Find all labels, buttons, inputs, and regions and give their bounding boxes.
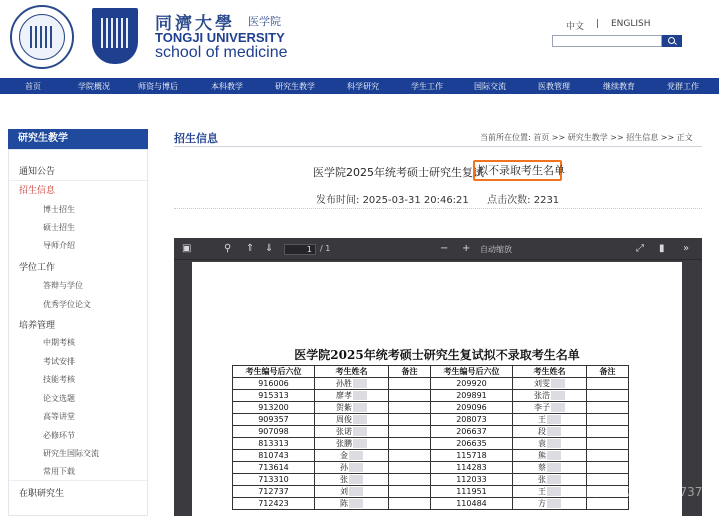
table-cell: 金 [315, 450, 389, 462]
nav-item-research[interactable]: 科学研究 [347, 81, 379, 91]
bookmark-icon[interactable]: ▮ [659, 243, 665, 254]
sidebar-item-degree[interactable]: 学位工作 [19, 263, 56, 273]
sidebar-heading: 研究生教学 [8, 129, 148, 149]
table-cell: 112033 [431, 474, 513, 486]
sidebar-toggle-icon[interactable]: ▣ [182, 243, 192, 254]
nav-item-student-affairs[interactable]: 学生工作 [411, 81, 443, 91]
watermark-mark: 书 [646, 451, 659, 465]
sidebar-subitem-supervisors[interactable]: 导师介绍 [43, 241, 75, 250]
university-seal-logo[interactable] [10, 5, 74, 69]
table-cell: 209891 [431, 390, 513, 402]
school-shield-logo[interactable] [92, 8, 138, 64]
nav-item-undergrad[interactable]: 本科教学 [211, 81, 243, 91]
sidebar-subitem-defense[interactable]: 答辩与学位 [43, 281, 83, 290]
table-cell [587, 438, 629, 450]
pdf-toolbar [174, 238, 702, 260]
nav-item-faculty[interactable]: 师资与博后 [138, 81, 178, 91]
table-cell: 712423 [233, 498, 315, 510]
brand-english-subname: school of medicine [155, 44, 288, 61]
sidebar-subitem-excellent-thesis[interactable]: 优秀学位论文 [43, 300, 91, 309]
table-cell [587, 462, 629, 474]
sidebar-item-in-service[interactable]: 在职研究生 [19, 489, 65, 499]
table-cell: 115718 [431, 450, 513, 462]
publish-label: 发布时间: [316, 195, 360, 206]
fullscreen-icon[interactable]: ⤢ [636, 243, 644, 254]
divider [9, 180, 147, 181]
column-header: 备注 [389, 366, 431, 378]
table-cell: 张 [315, 474, 389, 486]
pdf-viewer[interactable] [174, 238, 702, 516]
divider [9, 480, 147, 481]
table-cell [587, 402, 629, 414]
divider [174, 208, 702, 209]
brand-english-name: TONGJI UNIVERSITY [155, 30, 285, 45]
table-cell [389, 402, 431, 414]
table-cell [389, 414, 431, 426]
table-cell: 孙胜 [315, 378, 389, 390]
table-row [233, 390, 629, 402]
column-header: 考生编号后六位 [233, 366, 315, 378]
zoom-select[interactable]: 自动缩放 [480, 245, 512, 254]
table-cell [587, 378, 629, 390]
table-cell: 208073 [431, 414, 513, 426]
click-count: 2231 [533, 195, 560, 206]
more-tools-icon[interactable]: » [683, 243, 690, 254]
table-cell [587, 426, 629, 438]
table-cell: 206637 [431, 426, 513, 438]
zoom-out-icon[interactable]: − [440, 243, 449, 254]
table-cell [389, 450, 431, 462]
sidebar-menu [8, 149, 148, 516]
table-cell: 张诺 [315, 426, 389, 438]
article-title: 医学院2025年统考硕士研究生复试 [313, 166, 484, 179]
sidebar-subitem-thesis-topic[interactable]: 论文选题 [43, 394, 75, 403]
table-cell: 909357 [233, 414, 315, 426]
nav-item-graduate[interactable]: 研究生教学 [275, 81, 315, 91]
table-cell: 刘 [315, 486, 389, 498]
table-cell [389, 474, 431, 486]
table-cell: 111951 [431, 486, 513, 498]
table-header-row [233, 366, 629, 378]
table-cell: 段 [513, 426, 587, 438]
search-input[interactable] [552, 35, 662, 47]
table-cell: 陈 [315, 498, 389, 510]
page-number-input[interactable]: 1 [284, 244, 316, 255]
table-cell: 熊 [513, 450, 587, 462]
table-cell: 114283 [431, 462, 513, 474]
table-cell: 916006 [233, 378, 315, 390]
sidebar-item-training[interactable]: 培养管理 [19, 321, 56, 331]
breadcrumb: 当前所在位置: 首页 >> 研究生教学 >> 招生信息 >> 正文 [480, 133, 693, 142]
table-cell: 蔡 [513, 462, 587, 474]
table-row [233, 450, 629, 462]
table-cell: 李子 [513, 402, 587, 414]
table-cell: 方 [513, 498, 587, 510]
table-cell: 贺紫 [315, 402, 389, 414]
section-title: 招生信息 [174, 132, 218, 145]
table-cell: 813313 [233, 438, 315, 450]
sidebar-subitem-required[interactable]: 必修环节 [43, 431, 75, 440]
table-cell: 907098 [233, 426, 315, 438]
sidebar-subitem-intl-exchange[interactable]: 研究生国际交流 [43, 449, 99, 458]
table-cell: 209096 [431, 402, 513, 414]
table-cell: 张 [513, 474, 587, 486]
table-cell: 712737 [233, 486, 315, 498]
pdf-page [192, 262, 682, 516]
table-row [233, 402, 629, 414]
table-cell: 915313 [233, 390, 315, 402]
table-cell: 913200 [233, 402, 315, 414]
table-cell: 713614 [233, 462, 315, 474]
sidebar-subitem-lectures[interactable]: 高等讲堂 [43, 412, 75, 421]
previous-page-icon[interactable]: ⇑ [246, 243, 255, 254]
zoom-in-icon[interactable]: + [462, 243, 471, 254]
table-cell [389, 462, 431, 474]
table-cell: 张鹏 [315, 438, 389, 450]
table-cell: 810743 [233, 450, 315, 462]
table-cell: 713310 [233, 474, 315, 486]
table-cell [389, 486, 431, 498]
sidebar-subitem-downloads[interactable]: 常用下载 [43, 467, 75, 476]
column-header: 备注 [587, 366, 629, 378]
table-cell [389, 378, 431, 390]
table-cell [389, 426, 431, 438]
brand-chinese-name: 同濟大學 [155, 14, 235, 34]
table-cell: 王 [513, 486, 587, 498]
table-cell: 张浩 [513, 390, 587, 402]
nav-item-continuing-ed[interactable]: 继续教育 [603, 81, 635, 91]
lang-english-link[interactable]: ENGLISH [611, 19, 651, 29]
document-title: 医学院2025年统考硕士研究生复试拟不录取考生名单 [294, 348, 580, 362]
divider [174, 146, 702, 147]
brand-chinese-subname: 医学院 [248, 15, 281, 28]
next-page-icon[interactable]: ⇓ [265, 243, 274, 254]
nav-item-party-work[interactable]: 党群工作 [667, 81, 699, 91]
table-cell: 206635 [431, 438, 513, 450]
table-row [233, 438, 629, 450]
lang-separator: | [596, 19, 600, 29]
sidebar-subitem-midterm[interactable]: 中期考核 [43, 338, 75, 347]
sidebar-item-admissions[interactable]: 招生信息 [19, 186, 56, 196]
column-header: 考生姓名 [513, 366, 587, 378]
publish-time: 2025-03-31 20:46:21 [362, 195, 469, 206]
table-row [233, 426, 629, 438]
sidebar-subitem-exams[interactable]: 考试安排 [43, 357, 75, 366]
table-cell: 110484 [431, 498, 513, 510]
table-cell [587, 450, 629, 462]
table-cell [587, 390, 629, 402]
nav-item-international[interactable]: 国际交流 [474, 81, 506, 91]
column-header: 考生编号后六位 [431, 366, 513, 378]
watermark-text: 小红书号：26074097370 [566, 485, 710, 499]
find-icon[interactable]: ⚲ [224, 243, 232, 254]
main-nav [0, 78, 719, 94]
lang-chinese-link[interactable]: 中文 [566, 22, 585, 32]
clicks-label: 点击次数: [487, 195, 531, 206]
table-cell: 王 [513, 414, 587, 426]
nav-item-about[interactable]: 学院概况 [78, 81, 110, 91]
table-cell: 袁 [513, 438, 587, 450]
sidebar-subitem-phd[interactable]: 博士招生 [43, 205, 75, 214]
page-total: / 1 [320, 244, 331, 253]
sidebar-subitem-masters[interactable]: 硕士招生 [43, 223, 75, 232]
article-title-highlight: 拟不录取考生名单 [473, 160, 562, 181]
table-cell [587, 414, 629, 426]
table-cell: 刘雯 [513, 378, 587, 390]
column-header: 考生姓名 [315, 366, 389, 378]
sidebar-item-notices[interactable]: 通知公告 [19, 167, 56, 177]
table-cell: 孙 [315, 462, 389, 474]
table-cell: 周俊 [315, 414, 389, 426]
sidebar-subitem-skills[interactable]: 技能考核 [43, 375, 75, 384]
table-cell [389, 498, 431, 510]
table-cell: 廖孝 [315, 390, 389, 402]
nav-item-home[interactable]: 首页 [25, 81, 41, 91]
seal-emblem-icon [19, 14, 65, 60]
table-cell [389, 390, 431, 402]
table-cell: 209920 [431, 378, 513, 390]
site-header [0, 0, 719, 78]
table-row [233, 414, 629, 426]
search-button[interactable] [662, 35, 682, 47]
table-row [233, 462, 629, 474]
article-meta [316, 191, 559, 206]
table-row [233, 378, 629, 390]
table-cell [389, 438, 431, 450]
nav-item-medical-admin[interactable]: 医教管理 [538, 81, 570, 91]
